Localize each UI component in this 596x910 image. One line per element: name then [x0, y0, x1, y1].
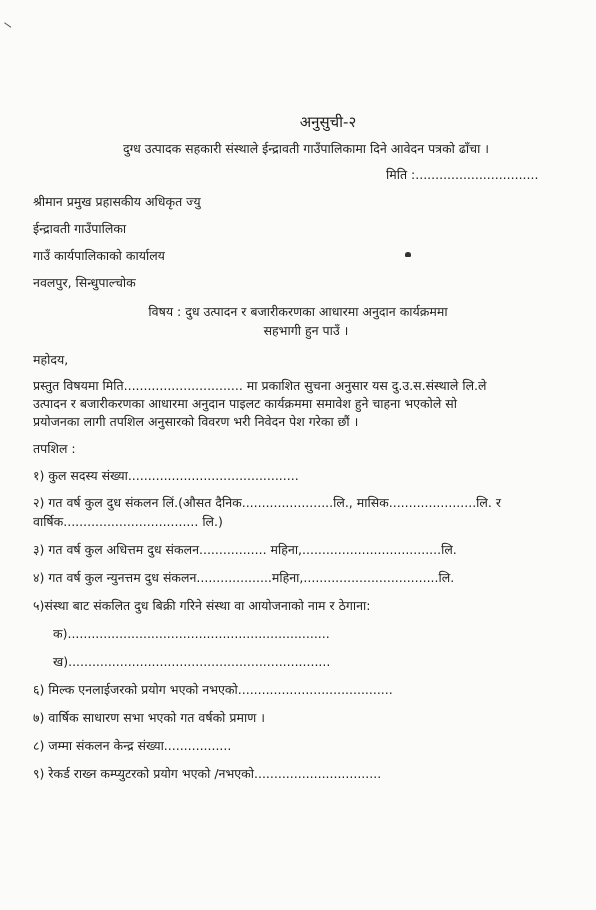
- item-5-buyer: ५)संस्था बाट संकलित दुध बिक्री गरिने संस्था वा आयोजनाको नाम र ठेगाना:: [33, 598, 371, 613]
- item-5-ka: क)..................................................................: [53, 626, 330, 641]
- body-paragraph: [33, 377, 553, 431]
- address-line-2: ईन्द्रावती गाउँपालिका: [33, 221, 127, 236]
- item-2-annual: वार्षिक.................................. लि.): [33, 514, 223, 529]
- body-line-3: प्रयोजनका लागी तपशिल अनुसारको विवरण भरी निवेदन पेश गरेका छौं ।: [33, 414, 359, 429]
- date-field: मिति :...............................: [386, 167, 539, 182]
- item-4-min-collection: ४) गत वर्ष कुल न्युनत्तम दुध संकलन...................महिना,..................................लि.: [33, 570, 455, 585]
- item-1-members: १) कुल सदस्य संख्या...........................................: [33, 468, 299, 483]
- item-8-collection-centers: ८) जम्मा संकलन केन्द्र संख्या.................: [33, 738, 232, 753]
- item-9-computer-use: ९) रेकर्ड राख्न कम्प्युटरको प्रयोग भएको /नभएको................................: [33, 766, 382, 781]
- schedule-title: अनुसुची-२: [299, 113, 357, 131]
- body-line-1: प्रस्तुत विषयमा मिति.............................. मा प्रकाशित सुचना अनुसार यस दु.उ.स.संस्थाले लि.ले: [33, 378, 487, 393]
- item-6-milk-analyzer: ६) मिल्क एनलाईजरको प्रयोग भएको नभएको.......................................: [33, 682, 393, 697]
- subject-line-1: विषय : दुध उत्पादन र बजारीकरणका आधारमा अनुदान कार्यक्रममा: [148, 304, 448, 319]
- corner-mark: [1, 22, 12, 32]
- body-line-2: उत्पादन र बजारीकरणका आधारमा अनुदान पाइलट कार्यक्रममा समावेश हुने चाहना भएकोले सो: [33, 396, 457, 411]
- salutation: महोदय,: [33, 352, 69, 367]
- address-line-3: गाउँ कार्यपालिकाको कार्यालय: [33, 248, 165, 263]
- details-heading: तपशिल :: [33, 441, 76, 456]
- subject-line-2: सहभागी हुन पाउँ ।: [263, 323, 349, 338]
- address-line-4: नवलपुर, सिन्धुपाल्चोक: [33, 275, 136, 290]
- ink-speck: [405, 252, 411, 257]
- item-2-collection: २) गत वर्ष कुल दुध संकलन लिं.(औसत दैनिक.......................लि., मासिक......................लि. र: [33, 495, 501, 510]
- form-subtitle: दुग्ध उत्पादक सहकारी संस्थाले ईन्द्रावती गाउँपालिकामा दिने आवेदन पत्रको ढाँचा ।: [122, 141, 490, 156]
- address-line-1: श्रीमान प्रमुख प्रहासकीय अधिकृत ज्यु: [33, 194, 201, 209]
- item-5-kha: ख)..................................................................: [53, 654, 331, 669]
- item-7-general-assembly: ७) वार्षिक साधारण सभा भएको गत वर्षको प्रमाण ।: [33, 710, 265, 725]
- item-3-max-collection: ३) गत वर्ष कुल अधित्तम दुध संकलन................. महिना,...................................लि.: [33, 542, 457, 557]
